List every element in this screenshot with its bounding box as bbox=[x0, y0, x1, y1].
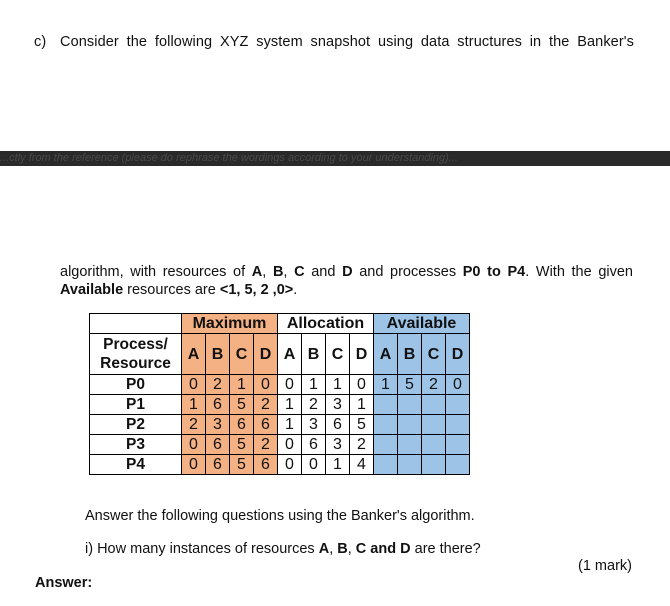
table-row bbox=[90, 435, 470, 455]
avail-c-header: C bbox=[422, 334, 446, 375]
alloc-c-cell: 6 bbox=[326, 415, 350, 435]
avail-d-cell bbox=[446, 455, 470, 475]
overlay-band bbox=[0, 151, 670, 166]
table-group-row bbox=[90, 314, 470, 334]
process-resource-header bbox=[90, 334, 182, 375]
avail-d-cell bbox=[446, 395, 470, 415]
question-label: c) bbox=[34, 34, 47, 50]
avail-c-cell bbox=[422, 435, 446, 455]
avail-d-cell bbox=[446, 435, 470, 455]
para-text: and processes bbox=[352, 264, 463, 280]
resource-a: A bbox=[251, 264, 263, 280]
group-available: Available bbox=[374, 314, 470, 334]
table-row bbox=[90, 415, 470, 435]
para-text: resources are bbox=[123, 282, 220, 298]
max-a-cell: 2 bbox=[182, 415, 206, 435]
max-a-cell: 0 bbox=[182, 435, 206, 455]
avail-b-cell bbox=[398, 395, 422, 415]
max-c-cell: 5 bbox=[230, 435, 254, 455]
alloc-a-cell: 1 bbox=[278, 395, 302, 415]
answer-label: Answer: bbox=[35, 575, 93, 591]
max-d-cell: 6 bbox=[254, 455, 278, 475]
alloc-d-header: D bbox=[350, 334, 374, 375]
alloc-c-cell: 3 bbox=[326, 395, 350, 415]
max-d-cell: 2 bbox=[254, 395, 278, 415]
max-c-cell: 5 bbox=[230, 395, 254, 415]
resource-a: A bbox=[318, 541, 330, 557]
para-sep: , bbox=[262, 264, 273, 280]
resource-c: C bbox=[355, 541, 367, 557]
answer-intro: Answer the following questions using the Banker's algorithm. bbox=[85, 508, 475, 524]
avail-d-cell bbox=[446, 415, 470, 435]
alloc-c-header: C bbox=[326, 334, 350, 375]
alloc-a-cell: 0 bbox=[278, 455, 302, 475]
resource-b: B bbox=[337, 541, 348, 557]
group-allocation: Allocation bbox=[278, 314, 374, 334]
avail-a-header: A bbox=[374, 334, 398, 375]
max-b-cell: 6 bbox=[206, 455, 230, 475]
alloc-d-cell: 5 bbox=[350, 415, 374, 435]
avail-a-cell bbox=[374, 455, 398, 475]
avail-d-cell: 0 bbox=[446, 375, 470, 395]
alloc-b-cell: 6 bbox=[302, 435, 326, 455]
subq-text: i) How many instances of resources bbox=[85, 541, 319, 557]
question-text: Consider the following XYZ system snapshot using data structures in the Banker's bbox=[60, 34, 634, 50]
process-cell: P1 bbox=[90, 395, 182, 415]
alloc-b-cell: 1 bbox=[302, 375, 326, 395]
process-cell: P4 bbox=[90, 455, 182, 475]
resource-d: D bbox=[400, 541, 411, 557]
max-b-cell: 2 bbox=[206, 375, 230, 395]
avail-d-header: D bbox=[446, 334, 470, 375]
process-cell: P3 bbox=[90, 435, 182, 455]
para-sep: , bbox=[283, 264, 295, 280]
question-paragraph bbox=[60, 263, 633, 299]
header-line-1: Process/ bbox=[103, 336, 168, 353]
max-c-cell: 5 bbox=[230, 455, 254, 475]
process-to: P4 bbox=[507, 264, 526, 280]
alloc-a-cell: 0 bbox=[278, 375, 302, 395]
available-vector: <1, 5, 2 ,0> bbox=[219, 282, 294, 298]
max-a-header: A bbox=[182, 334, 206, 375]
avail-a-cell bbox=[374, 435, 398, 455]
para-text: . bbox=[293, 282, 298, 298]
avail-b-cell bbox=[398, 415, 422, 435]
resource-d: D bbox=[342, 264, 353, 280]
alloc-d-cell: 4 bbox=[350, 455, 374, 475]
avail-b-cell bbox=[398, 455, 422, 475]
process-from: P0 bbox=[462, 264, 481, 280]
process-cell: P2 bbox=[90, 415, 182, 435]
max-b-cell: 6 bbox=[206, 435, 230, 455]
paragraph-line-2 bbox=[60, 281, 633, 299]
process-cell: P0 bbox=[90, 375, 182, 395]
alloc-c-cell: 3 bbox=[326, 435, 350, 455]
max-c-header: C bbox=[230, 334, 254, 375]
paragraph-line-1 bbox=[60, 263, 633, 281]
max-c-cell: 6 bbox=[230, 415, 254, 435]
max-c-cell: 1 bbox=[230, 375, 254, 395]
alloc-b-cell: 3 bbox=[302, 415, 326, 435]
para-text: . With the given bbox=[525, 264, 633, 280]
alloc-d-cell: 0 bbox=[350, 375, 374, 395]
table-header-row bbox=[90, 334, 470, 375]
header-line-2: Resource bbox=[100, 355, 171, 372]
subq-text: are there? bbox=[410, 541, 481, 557]
table-row bbox=[90, 395, 470, 415]
avail-b-cell bbox=[398, 435, 422, 455]
bankers-table bbox=[89, 313, 470, 475]
available-word: Available bbox=[60, 282, 124, 298]
avail-c-cell bbox=[422, 455, 446, 475]
alloc-b-cell: 0 bbox=[302, 455, 326, 475]
max-b-header: B bbox=[206, 334, 230, 375]
para-and: and bbox=[304, 264, 343, 280]
max-d-header: D bbox=[254, 334, 278, 375]
resource-b: B bbox=[272, 264, 284, 280]
max-a-cell: 0 bbox=[182, 455, 206, 475]
max-d-cell: 2 bbox=[254, 435, 278, 455]
table-row bbox=[90, 375, 470, 395]
avail-a-cell bbox=[374, 395, 398, 415]
alloc-a-cell: 0 bbox=[278, 435, 302, 455]
avail-b-header: B bbox=[398, 334, 422, 375]
marks-label: (1 mark) bbox=[578, 558, 632, 574]
subq-sep: , bbox=[329, 541, 338, 557]
max-b-cell: 6 bbox=[206, 395, 230, 415]
process-to-word: to bbox=[480, 264, 508, 280]
avail-c-cell: 2 bbox=[422, 375, 446, 395]
avail-c-cell bbox=[422, 415, 446, 435]
para-text: algorithm, with resources of bbox=[60, 264, 252, 280]
alloc-b-cell: 2 bbox=[302, 395, 326, 415]
table-row bbox=[90, 455, 470, 475]
max-a-cell: 0 bbox=[182, 375, 206, 395]
sub-question-i bbox=[85, 541, 481, 557]
resource-c: C bbox=[294, 264, 305, 280]
group-maximum: Maximum bbox=[182, 314, 278, 334]
max-a-cell: 1 bbox=[182, 395, 206, 415]
avail-a-cell: 1 bbox=[374, 375, 398, 395]
subq-and: and bbox=[366, 541, 401, 557]
alloc-c-cell: 1 bbox=[326, 455, 350, 475]
table-corner bbox=[90, 314, 182, 334]
overlay-faded-text: ...ctly from the reference (please do rephrase the wordings according to your understanding)... bbox=[0, 152, 458, 164]
max-d-cell: 6 bbox=[254, 415, 278, 435]
max-b-cell: 3 bbox=[206, 415, 230, 435]
avail-c-cell bbox=[422, 395, 446, 415]
alloc-a-header: A bbox=[278, 334, 302, 375]
alloc-a-cell: 1 bbox=[278, 415, 302, 435]
subq-sep: , bbox=[347, 541, 356, 557]
question-c-line bbox=[34, 34, 634, 50]
alloc-b-header: B bbox=[302, 334, 326, 375]
avail-b-cell: 5 bbox=[398, 375, 422, 395]
alloc-c-cell: 1 bbox=[326, 375, 350, 395]
avail-a-cell bbox=[374, 415, 398, 435]
alloc-d-cell: 2 bbox=[350, 435, 374, 455]
alloc-d-cell: 1 bbox=[350, 395, 374, 415]
max-d-cell: 0 bbox=[254, 375, 278, 395]
